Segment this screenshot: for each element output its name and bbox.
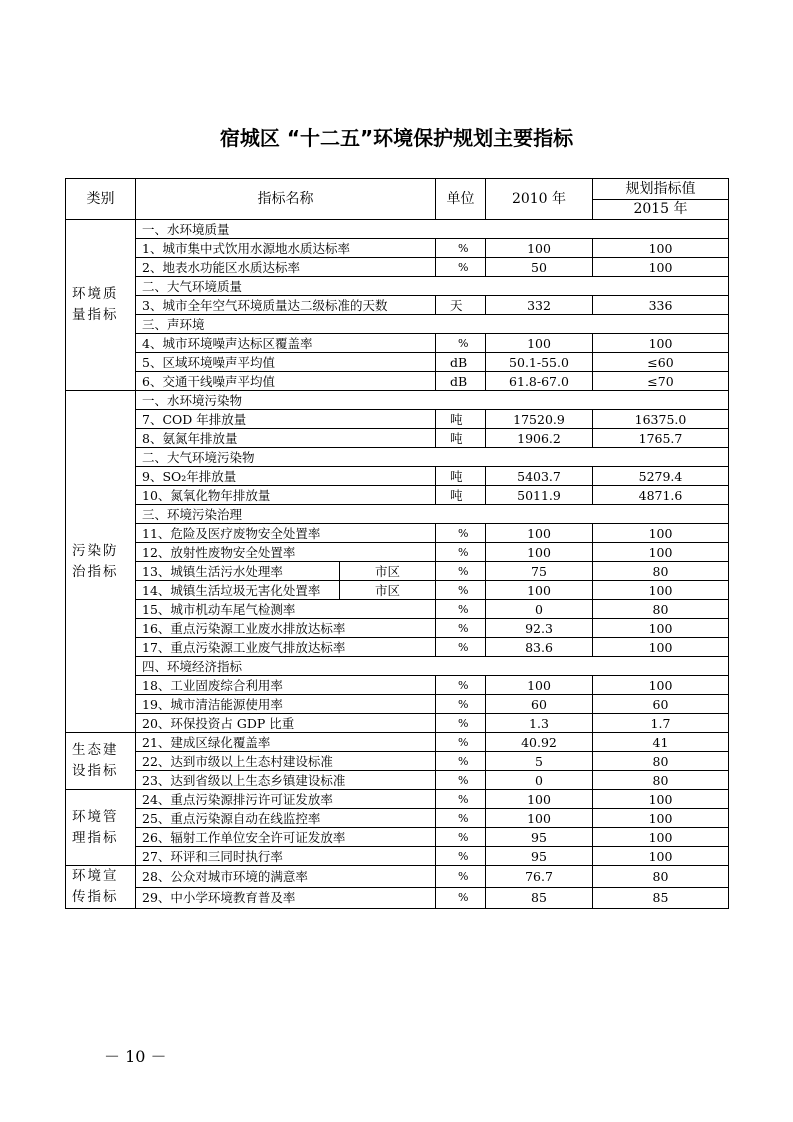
unit-cell: % <box>436 562 486 581</box>
indicator-name: 17、重点污染源工业废气排放达标率 <box>136 638 436 657</box>
table-row <box>66 486 729 505</box>
table-row <box>66 562 729 581</box>
unit-cell: % <box>436 866 486 888</box>
unit-cell: % <box>436 638 486 657</box>
table-row <box>66 771 729 790</box>
unit-cell: % <box>436 733 486 752</box>
indicator-name: 2、地表水功能区水质达标率 <box>136 258 436 277</box>
table-row <box>66 866 729 888</box>
value-2010: 61.8-67.0 <box>486 372 593 391</box>
indicator-name: 9、SO₂年排放量 <box>136 467 436 486</box>
indicator-name: 23、达到省级以上生态乡镇建设标准 <box>136 771 436 790</box>
header-row <box>66 179 729 200</box>
table-row <box>66 334 729 353</box>
value-2015: 100 <box>593 619 729 638</box>
scope-label: 市区 <box>340 562 436 581</box>
unit-cell: % <box>436 543 486 562</box>
value-2015: 100 <box>593 809 729 828</box>
indicator-name: 29、中小学环境教育普及率 <box>136 887 436 909</box>
table-row <box>66 524 729 543</box>
value-2015: 100 <box>593 543 729 562</box>
value-2010: 17520.9 <box>486 410 593 429</box>
unit-cell: % <box>436 239 486 258</box>
indicator-name: 7、COD 年排放量 <box>136 410 436 429</box>
table-row <box>66 619 729 638</box>
table-row <box>66 676 729 695</box>
table-row <box>66 372 729 391</box>
indicator-name: 3、城市全年空气环境质量达二级标准的天数 <box>136 296 436 315</box>
unit-cell: % <box>436 790 486 809</box>
unit-cell: % <box>436 258 486 277</box>
category-cell: 环境质量指标 <box>66 220 136 391</box>
value-2010: 5403.7 <box>486 467 593 486</box>
value-2015: 1.7 <box>593 714 729 733</box>
page-number: － 10 － <box>104 1047 167 1066</box>
value-2015: 80 <box>593 562 729 581</box>
value-2010: 100 <box>486 524 593 543</box>
section-row <box>66 220 729 239</box>
table-row <box>66 410 729 429</box>
table-row <box>66 467 729 486</box>
value-2015: ≤70 <box>593 372 729 391</box>
value-2010: 100 <box>486 239 593 258</box>
indicator-name: 14、城镇生活垃圾无害化处置率 <box>136 581 340 600</box>
value-2010: 95 <box>486 828 593 847</box>
indicator-name: 22、达到市级以上生态村建设标准 <box>136 752 436 771</box>
value-2015: 100 <box>593 581 729 600</box>
unit-cell: % <box>436 887 486 909</box>
value-2010: 1906.2 <box>486 429 593 448</box>
value-2015: 80 <box>593 866 729 888</box>
category-cell: 环境宣传指标 <box>66 866 136 909</box>
unit-cell: 吨 <box>436 429 486 448</box>
value-2015: 100 <box>593 334 729 353</box>
value-2015: 336 <box>593 296 729 315</box>
table-row <box>66 638 729 657</box>
value-2015: 100 <box>593 676 729 695</box>
indicator-name: 28、公众对城市环境的满意率 <box>136 866 436 888</box>
header-2010: 2010 年 <box>486 179 593 220</box>
value-2010: 40.92 <box>486 733 593 752</box>
value-2010: 75 <box>486 562 593 581</box>
value-2010: 83.6 <box>486 638 593 657</box>
indicator-table <box>65 178 729 909</box>
indicator-name: 11、危险及医疗废物安全处置率 <box>136 524 436 543</box>
unit-cell: 吨 <box>436 467 486 486</box>
table-row <box>66 600 729 619</box>
value-2010: 76.7 <box>486 866 593 888</box>
indicator-name: 12、放射性废物安全处置率 <box>136 543 436 562</box>
value-2010: 5011.9 <box>486 486 593 505</box>
table-row <box>66 733 729 752</box>
value-2010: 332 <box>486 296 593 315</box>
unit-cell: % <box>436 771 486 790</box>
table-row <box>66 752 729 771</box>
unit-cell: % <box>436 752 486 771</box>
value-2015: 100 <box>593 258 729 277</box>
indicator-name: 19、城市清洁能源使用率 <box>136 695 436 714</box>
header-category: 类别 <box>66 179 136 220</box>
section-row <box>66 657 729 676</box>
value-2010: 60 <box>486 695 593 714</box>
indicator-name: 18、工业固废综合利用率 <box>136 676 436 695</box>
indicator-name: 4、城市环境噪声达标区覆盖率 <box>136 334 436 353</box>
section-row <box>66 505 729 524</box>
section-label: 一、水环境质量 <box>136 220 729 239</box>
unit-cell: 吨 <box>436 410 486 429</box>
section-row <box>66 448 729 467</box>
value-2015: 100 <box>593 239 729 258</box>
unit-cell: % <box>436 847 486 866</box>
table-row <box>66 828 729 847</box>
value-2015: 80 <box>593 771 729 790</box>
header-unit: 单位 <box>436 179 486 220</box>
indicator-name: 13、城镇生活污水处理率 <box>136 562 340 581</box>
value-2015: 80 <box>593 600 729 619</box>
value-2015: 41 <box>593 733 729 752</box>
value-2010: 5 <box>486 752 593 771</box>
indicator-name: 15、城市机动车尾气检测率 <box>136 600 436 619</box>
unit-cell: % <box>436 600 486 619</box>
unit-cell: % <box>436 524 486 543</box>
value-2010: 92.3 <box>486 619 593 638</box>
value-2010: 0 <box>486 600 593 619</box>
indicator-name: 8、氨氮年排放量 <box>136 429 436 448</box>
unit-cell: dB <box>436 353 486 372</box>
value-2010: 50.1-55.0 <box>486 353 593 372</box>
section-row <box>66 391 729 410</box>
unit-cell: % <box>436 695 486 714</box>
value-2010: 100 <box>486 543 593 562</box>
section-label: 四、环境经济指标 <box>136 657 729 676</box>
value-2010: 100 <box>486 790 593 809</box>
unit-cell: dB <box>436 372 486 391</box>
value-2010: 85 <box>486 887 593 909</box>
value-2010: 100 <box>486 334 593 353</box>
header-2015: 2015 年 <box>593 200 729 220</box>
indicator-name: 1、城市集中式饮用水源地水质达标率 <box>136 239 436 258</box>
value-2010: 95 <box>486 847 593 866</box>
table-row <box>66 887 729 909</box>
value-2015: 4871.6 <box>593 486 729 505</box>
page-title: 宿城区 “十二五”环境保护规划主要指标 <box>219 126 574 150</box>
unit-cell: % <box>436 809 486 828</box>
indicator-name: 21、建成区绿化覆盖率 <box>136 733 436 752</box>
table-row <box>66 239 729 258</box>
category-cell: 生态建设指标 <box>66 733 136 790</box>
section-row <box>66 277 729 296</box>
table-row <box>66 258 729 277</box>
value-2015: 80 <box>593 752 729 771</box>
indicator-name: 27、环评和三同时执行率 <box>136 847 436 866</box>
value-2015: 100 <box>593 638 729 657</box>
table-row <box>66 714 729 733</box>
value-2010: 1.3 <box>486 714 593 733</box>
value-2015: 16375.0 <box>593 410 729 429</box>
unit-cell: % <box>436 676 486 695</box>
unit-cell: % <box>436 828 486 847</box>
indicator-table-body <box>66 179 729 909</box>
table-row <box>66 695 729 714</box>
category-cell: 污染防治指标 <box>66 391 136 733</box>
indicator-name: 6、交通干线噪声平均值 <box>136 372 436 391</box>
value-2010: 100 <box>486 676 593 695</box>
section-row <box>66 315 729 334</box>
section-label: 三、环境污染治理 <box>136 505 729 524</box>
header-indicator: 指标名称 <box>136 179 436 220</box>
value-2015: ≤60 <box>593 353 729 372</box>
scope-label: 市区 <box>340 581 436 600</box>
table-row <box>66 809 729 828</box>
table-row <box>66 296 729 315</box>
value-2015: 100 <box>593 790 729 809</box>
unit-cell: 天 <box>436 296 486 315</box>
section-label: 二、大气环境污染物 <box>136 448 729 467</box>
indicator-name: 5、区域环境噪声平均值 <box>136 353 436 372</box>
value-2015: 85 <box>593 887 729 909</box>
indicator-name: 24、重点污染源排污许可证发放率 <box>136 790 436 809</box>
section-label: 三、声环境 <box>136 315 729 334</box>
unit-cell: 吨 <box>436 486 486 505</box>
value-2010: 0 <box>486 771 593 790</box>
table-row <box>66 429 729 448</box>
indicator-name: 26、辐射工作单位安全许可证发放率 <box>136 828 436 847</box>
category-cell: 环境管理指标 <box>66 790 136 866</box>
unit-cell: % <box>436 619 486 638</box>
value-2015: 100 <box>593 828 729 847</box>
indicator-name: 20、环保投资占 GDP 比重 <box>136 714 436 733</box>
indicator-name: 25、重点污染源自动在线监控率 <box>136 809 436 828</box>
unit-cell: % <box>436 334 486 353</box>
value-2010: 50 <box>486 258 593 277</box>
unit-cell: % <box>436 581 486 600</box>
value-2015: 60 <box>593 695 729 714</box>
value-2015: 1765.7 <box>593 429 729 448</box>
section-label: 二、大气环境质量 <box>136 277 729 296</box>
value-2010: 100 <box>486 581 593 600</box>
section-label: 一、水环境污染物 <box>136 391 729 410</box>
value-2015: 100 <box>593 847 729 866</box>
indicator-name: 16、重点污染源工业废水排放达标率 <box>136 619 436 638</box>
value-2015: 5279.4 <box>593 467 729 486</box>
table-row <box>66 847 729 866</box>
value-2015: 100 <box>593 524 729 543</box>
table-row <box>66 581 729 600</box>
table-row <box>66 353 729 372</box>
table-row <box>66 543 729 562</box>
header-target: 规划指标值 <box>593 179 729 200</box>
value-2010: 100 <box>486 809 593 828</box>
unit-cell: % <box>436 714 486 733</box>
indicator-name: 10、氮氧化物年排放量 <box>136 486 436 505</box>
table-row <box>66 790 729 809</box>
